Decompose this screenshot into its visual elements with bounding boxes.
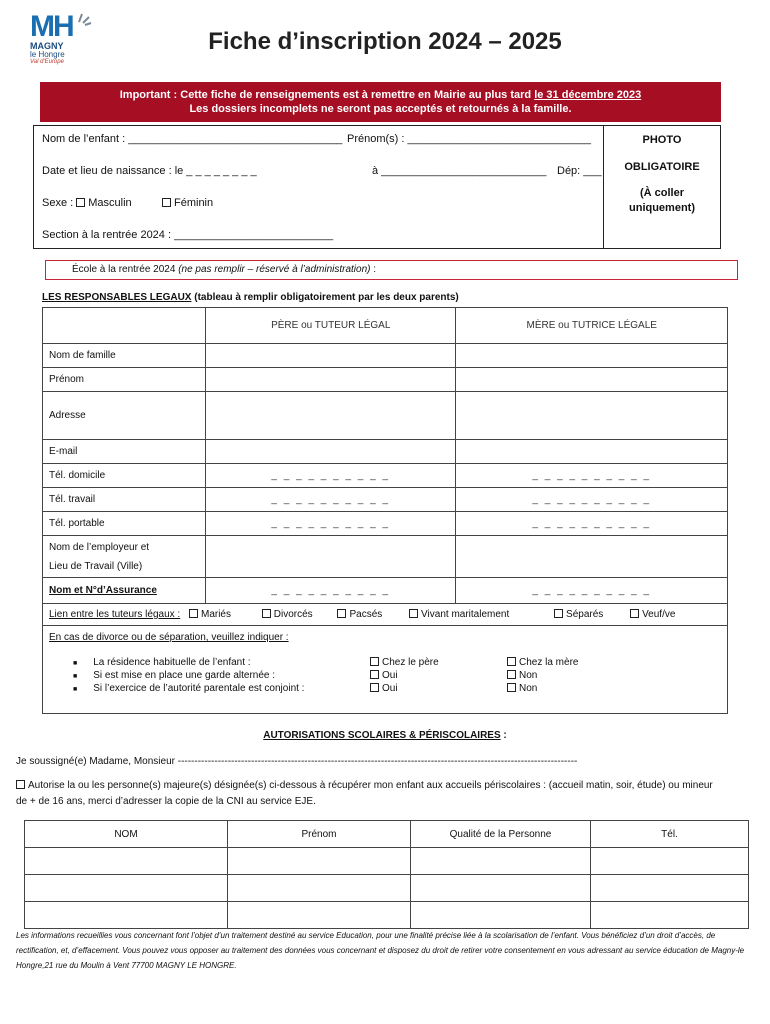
col-nom-header: NOM	[25, 821, 228, 848]
row-label-email: E-mail	[43, 440, 206, 464]
pere-assurance-cell[interactable]: _ _ _ _ _ _ _ _ _ _	[206, 578, 456, 604]
col-prenom-header: Prénom	[228, 821, 411, 848]
feminin-checkbox[interactable]	[162, 198, 171, 207]
photo-obligatoire: OBLIGATOIRE	[624, 161, 700, 173]
autorise-line2: de + de 16 ans, merci d’adresser la copie de la CNI au service EJE.	[16, 796, 316, 807]
pere-adresse-cell[interactable]	[206, 392, 456, 440]
maritalement-label: Vivant maritalement	[421, 609, 510, 620]
col-tel-header: Tél.	[591, 821, 749, 848]
autorite-oui-label: Oui	[382, 683, 398, 694]
table-cell[interactable]	[591, 875, 749, 902]
feminin-option	[162, 197, 213, 209]
row-label-tel-domicile: Tél. domicile	[43, 464, 206, 488]
logo-rays-icon	[76, 12, 92, 26]
banner-text: Important : Cette fiche de renseignements est à remettre en Mairie au plus tard	[119, 89, 535, 101]
mere-prenom-cell[interactable]	[456, 368, 728, 392]
bullet-row-autorite: ■ Si l’exercice de l’autorité parentale est conjoint :	[73, 683, 305, 694]
pere-tel-travail-cell[interactable]: _ _ _ _ _ _ _ _ _ _	[206, 488, 456, 512]
personnes-table	[24, 820, 749, 929]
residence-pere-label: Chez le père	[382, 657, 439, 668]
separes-label: Séparés	[566, 609, 604, 620]
mere-header: MÈRE ou TUTRICE LÉGALE	[456, 308, 728, 344]
lien-label: Lien entre les tuteurs légaux :	[49, 609, 181, 620]
autorise-checkbox[interactable]	[16, 780, 25, 789]
divorce-title: En cas de divorce ou de séparation, veuillez indiquer :	[49, 632, 289, 643]
table-cell[interactable]	[228, 848, 411, 875]
responsables-subtitle: (tableau à remplir obligatoirement par les deux parents)	[191, 292, 459, 303]
pacses-checkbox[interactable]	[337, 609, 346, 618]
garde-non-label: Non	[519, 670, 538, 681]
pere-prenom-cell[interactable]	[206, 368, 456, 392]
photo-box	[603, 125, 721, 249]
veuf-checkbox[interactable]	[630, 609, 639, 618]
autorisations-heading	[0, 730, 770, 741]
sex-label: Sexe :	[42, 197, 74, 209]
responsables-table	[42, 307, 728, 714]
employeur-line1: Nom de l’employeur et	[49, 541, 150, 553]
sex-row	[42, 197, 132, 209]
autorite-non-checkbox[interactable]	[507, 683, 516, 692]
autorite-non-option	[507, 683, 537, 694]
logo-line1: MAGNY	[30, 41, 64, 51]
table-cell[interactable]	[411, 848, 591, 875]
birth-place-field[interactable]: à ___________________________	[372, 165, 547, 177]
row-label-employeur	[43, 536, 206, 578]
ecole-label: École à la rentrée 2024	[72, 264, 179, 275]
table-cell[interactable]	[411, 902, 591, 929]
mere-assurance-cell[interactable]: _ _ _ _ _ _ _ _ _ _	[456, 578, 728, 604]
garde-non-option	[507, 670, 537, 681]
garde-non-checkbox[interactable]	[507, 670, 516, 679]
department-field[interactable]: Dép: ___	[557, 165, 602, 177]
pere-tel-domicile-cell[interactable]: _ _ _ _ _ _ _ _ _ _	[206, 464, 456, 488]
pacses-label: Pacsés	[349, 609, 383, 620]
table-cell[interactable]	[411, 875, 591, 902]
divorces-label: Divorcés	[273, 609, 313, 620]
mere-employeur-cell[interactable]	[456, 536, 728, 578]
photo-coller: (À coller	[639, 187, 684, 199]
lien-row	[43, 604, 728, 626]
autorite-oui-checkbox[interactable]	[370, 683, 379, 692]
masculin-checkbox[interactable]	[76, 198, 85, 207]
row-label-assurance: Nom et N°d’Assurance	[43, 578, 206, 604]
pere-tel-portable-cell[interactable]: _ _ _ _ _ _ _ _ _ _	[206, 512, 456, 536]
rgpd-footer: Les informations recueillies vous concernant font l’objet d’un traitement destiné au service Education, pour une finalité précise liée à la scolarisation de l’enfant. Vous bénéficiez d’un droit d’accès, de rectification, et, d’effacement. Vous pouvez vous opposer au traitement des données vous concernant et disposez du droit de retirer votre consentement en vous adressant au service éducation de Magny-le Hongre,21 rue du Moulin à Vent 77700 MAGNY LE HONGRE.	[16, 931, 745, 970]
page-title: Fiche d’inscription 2024 – 2025	[208, 28, 562, 55]
mere-adresse-cell[interactable]	[456, 392, 728, 440]
logo-mark: MH	[30, 10, 73, 43]
garde-oui-checkbox[interactable]	[370, 670, 379, 679]
separes-checkbox[interactable]	[554, 609, 563, 618]
table-cell[interactable]	[228, 902, 411, 929]
row-label-tel-travail: Tél. travail	[43, 488, 206, 512]
autorisations-title: AUTORISATIONS SCOLAIRES & PÉRISCOLAIRES	[263, 730, 501, 741]
veuf-label: Veuf/ve	[642, 609, 676, 620]
table-corner	[43, 308, 206, 344]
table-cell[interactable]	[228, 875, 411, 902]
autorite-non-label: Non	[519, 683, 538, 694]
autorite-oui-option	[370, 683, 398, 694]
feminin-label: Féminin	[174, 197, 214, 209]
birth-date-field[interactable]: Date et lieu de naissance : le _ _ _ _ _ _ _ _	[42, 165, 257, 177]
garde-question: Si est mise en place une garde alternée :	[93, 670, 276, 681]
logo-line3: Val d'Europe	[30, 59, 64, 65]
residence-pere-checkbox[interactable]	[370, 657, 379, 666]
residence-mere-label: Chez la mère	[519, 657, 579, 668]
responsables-title: LES RESPONSABLES LEGAUX	[42, 292, 192, 303]
banner-line2: Les dossiers incomplets ne seront pas acceptés et retournés à la famille.	[189, 103, 572, 115]
row-label-nom-famille: Nom de famille	[43, 344, 206, 368]
divorces-checkbox[interactable]	[262, 609, 271, 618]
divorce-section	[43, 626, 728, 714]
table-cell[interactable]	[25, 902, 228, 929]
ecole-note: (ne pas remplir – réservé à l’administration)	[178, 264, 371, 275]
table-cell[interactable]	[591, 902, 749, 929]
photo-uniquement: uniquement)	[629, 202, 695, 214]
important-banner	[40, 82, 721, 122]
section-field[interactable]: Section à la rentrée 2024 : __________________________	[42, 229, 334, 241]
mere-tel-domicile-cell[interactable]: _ _ _ _ _ _ _ _ _ _	[456, 464, 728, 488]
residence-mere-option	[507, 657, 578, 668]
table-cell[interactable]	[25, 848, 228, 875]
residence-question: La résidence habituelle de l’enfant :	[93, 657, 251, 668]
pere-nom-cell[interactable]	[206, 344, 456, 368]
row-label-prenom: Prénom	[43, 368, 206, 392]
photo-label: PHOTO	[642, 134, 682, 146]
pere-header: PÈRE ou TUTEUR LÉGAL	[206, 308, 456, 344]
row-label-adresse: Adresse	[43, 392, 206, 440]
divorce-bullets	[49, 657, 721, 707]
table-cell[interactable]	[591, 848, 749, 875]
soussigne-field[interactable]: Je soussigné(e) Madame, Monsieur ------------------------------------------------------------------------------------------------------------------------	[16, 756, 578, 767]
bullet-row-garde: ■ Si est mise en place une garde alternée :	[73, 670, 276, 681]
logo-line2: le Hongre	[30, 50, 65, 59]
responsables-heading	[42, 292, 459, 303]
garde-oui-option	[370, 670, 398, 681]
col-qualite-header: Qualité de la Personne	[411, 821, 591, 848]
ecole-admin-box	[45, 260, 738, 280]
masculin-label: Masculin	[88, 197, 132, 209]
maries-label: Mariés	[200, 609, 231, 620]
banner-deadline: le 31 décembre 2023	[534, 89, 642, 101]
child-firstname-field[interactable]: Prénom(s) : ______________________________	[347, 133, 592, 145]
employeur-line2: Lieu de Travail (Ville)	[49, 560, 143, 572]
ecole-colon: :	[370, 264, 377, 275]
autorisations-colon: :	[500, 730, 507, 741]
autorise-text	[16, 780, 761, 791]
mere-email-cell[interactable]	[456, 440, 728, 464]
mere-nom-cell[interactable]	[456, 344, 728, 368]
maries-checkbox[interactable]	[189, 609, 198, 618]
residence-mere-checkbox[interactable]	[507, 657, 516, 666]
bullet-row-residence: ■ La résidence habituelle de l’enfant :	[73, 657, 251, 668]
autorite-question: Si l’exercice de l’autorité parentale est conjoint :	[93, 683, 305, 694]
row-label-tel-portable: Tél. portable	[43, 512, 206, 536]
mere-tel-portable-cell[interactable]: _ _ _ _ _ _ _ _ _ _	[456, 512, 728, 536]
residence-pere-option	[370, 657, 439, 668]
pere-employeur-cell[interactable]	[206, 536, 456, 578]
autorise-line1: Autorise la ou les personne(s) majeure(s) désignée(s) ci-dessous à récupérer mon enfant aux accueils périscolaires : (accueil matin, soir, étude) ou mineur	[28, 780, 713, 791]
table-cell[interactable]	[25, 875, 228, 902]
garde-oui-label: Oui	[382, 670, 398, 681]
child-name-field[interactable]: Nom de l’enfant : ___________________________________	[42, 133, 343, 145]
mere-tel-travail-cell[interactable]: _ _ _ _ _ _ _ _ _ _	[456, 488, 728, 512]
pere-email-cell[interactable]	[206, 440, 456, 464]
maritalement-checkbox[interactable]	[409, 609, 418, 618]
